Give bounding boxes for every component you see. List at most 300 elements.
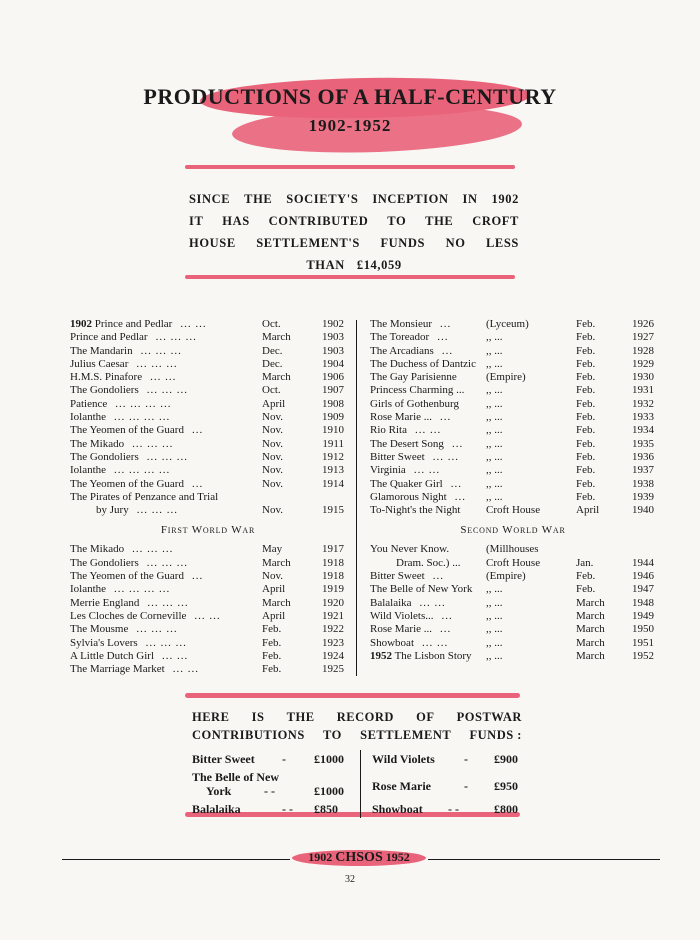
production-year: 1907 — [322, 384, 344, 397]
production-month: Feb. — [262, 649, 282, 662]
production-year: 1936 — [632, 450, 654, 463]
production-month: Feb. — [262, 623, 282, 636]
production-title — [70, 557, 139, 570]
record-dash: - — [464, 779, 468, 793]
production-name: The Mikado — [70, 543, 125, 556]
production-row — [70, 424, 346, 437]
production-month: Nov. — [262, 411, 283, 424]
leader-dots: ... ... ... — [146, 384, 188, 397]
production-name: The Yeomen of the Guard — [70, 570, 184, 583]
production-venue: ,, ... — [486, 450, 503, 463]
production-title — [370, 623, 432, 636]
leader-dots: ... ... — [413, 464, 441, 477]
production-title — [370, 384, 464, 397]
production-row — [370, 491, 656, 504]
production-title — [370, 331, 429, 344]
production-name: Bitter Sweet — [370, 570, 425, 583]
production-lead-year: 1952 — [370, 649, 392, 662]
production-title — [370, 398, 459, 411]
production-venue: ,, ... — [486, 411, 503, 424]
record-dash: - - — [448, 802, 459, 816]
record-amount: £1000 — [314, 752, 344, 766]
production-month: March — [576, 623, 605, 636]
record-amount: £850 — [314, 802, 338, 816]
leader-dots: ... ... — [150, 371, 177, 384]
intro-word: £14,059 — [356, 258, 402, 272]
production-year: 1938 — [632, 477, 654, 490]
production-row — [370, 610, 656, 623]
production-title — [370, 637, 414, 650]
leader-dots: ... ... ... ... — [114, 583, 171, 596]
production-title — [370, 478, 443, 491]
production-month: March — [576, 636, 605, 649]
productions-list-left — [70, 318, 346, 676]
production-name: Showboat — [370, 636, 414, 649]
production-month: April — [262, 583, 286, 596]
production-row — [70, 663, 346, 676]
record-heading-word: TO — [323, 728, 342, 742]
production-title — [370, 345, 434, 358]
production-name: The Desert Song — [370, 437, 444, 450]
production-name: The Belle of New York — [370, 583, 473, 596]
production-venue: ,, ... — [486, 384, 503, 397]
leader-dots: ... ... — [194, 609, 221, 622]
production-name: Iolanthe — [70, 464, 107, 477]
leader-dots: ... — [451, 437, 464, 450]
record-dash: - - — [282, 802, 293, 816]
intro-word: IN — [462, 192, 478, 206]
production-name: Bitter Sweet — [370, 450, 425, 463]
production-month: Feb. — [576, 583, 596, 596]
leader-dots: ... ... ... — [146, 556, 188, 569]
production-venue: ,, ... — [486, 331, 503, 344]
production-month: March — [262, 556, 291, 569]
intro-line — [189, 254, 519, 276]
footer-year-end: 1952 — [385, 850, 410, 864]
production-year: 1944 — [632, 556, 654, 569]
record-name: Rose Marie — [372, 779, 431, 793]
production-venue: ,, ... — [486, 583, 503, 596]
productions-list-right — [370, 318, 656, 663]
production-row — [70, 504, 346, 517]
production-year: 1949 — [632, 609, 654, 622]
leader-dots: ... ... ... ... — [114, 411, 171, 424]
leader-dots: ... ... ... — [136, 623, 178, 636]
production-month: March — [262, 596, 291, 609]
production-name: To-Night's the Night — [370, 504, 461, 517]
production-title — [370, 504, 460, 517]
leader-dots: ... ... — [422, 636, 449, 649]
record-heading-word: CONTRIBUTIONS — [192, 728, 305, 742]
record-heading-word: IS — [251, 710, 265, 724]
production-year: 1920 — [322, 596, 344, 609]
production-row — [70, 491, 346, 504]
production-row — [70, 610, 346, 623]
production-title — [70, 543, 124, 556]
production-month: Dec. — [262, 357, 283, 370]
record-amount: £950 — [494, 779, 518, 793]
production-year: 1926 — [632, 318, 654, 330]
production-row — [70, 331, 346, 344]
production-venue: ,, ... — [486, 623, 503, 636]
production-title — [370, 597, 412, 610]
production-month: Feb. — [576, 318, 596, 330]
production-year: 1924 — [322, 649, 344, 662]
production-row — [70, 570, 346, 583]
production-year: 1913 — [322, 464, 344, 477]
production-month: April — [262, 397, 286, 410]
production-title — [70, 371, 142, 384]
production-name: Wild Violets... — [370, 609, 434, 622]
leader-dots: ... — [441, 344, 454, 357]
production-row — [370, 557, 656, 570]
production-row — [70, 464, 346, 477]
production-name: Sylvia's Lovers — [70, 636, 138, 649]
intro-word: INCEPTION — [372, 192, 449, 206]
production-month: Feb. — [262, 663, 282, 676]
production-title — [70, 345, 133, 358]
production-row — [70, 384, 346, 397]
section-heading: First World War — [160, 524, 256, 537]
production-row — [370, 451, 656, 464]
production-month: Oct. — [262, 318, 281, 330]
production-row — [70, 398, 346, 411]
production-row — [70, 451, 346, 464]
production-venue: ,, ... — [486, 609, 503, 622]
production-row — [370, 464, 656, 477]
production-month: Feb. — [576, 344, 596, 357]
footer-rule-right — [428, 859, 660, 860]
record-dash: - — [464, 752, 468, 766]
leader-dots: ... ... — [419, 596, 446, 609]
production-month: Feb. — [576, 397, 596, 410]
production-title — [70, 570, 184, 583]
production-title — [70, 650, 154, 663]
intro-word: CROFT — [472, 214, 519, 228]
production-year: 1940 — [632, 504, 654, 517]
production-venue: (Empire) — [486, 570, 526, 583]
production-year: 1935 — [632, 437, 654, 450]
leader-dots: ... — [191, 570, 204, 583]
production-name: Girls of Gothenburg — [370, 397, 460, 410]
leader-dots: ... ... ... — [147, 596, 189, 609]
leader-dots: ... ... ... — [140, 344, 182, 357]
production-month: Nov. — [262, 450, 283, 463]
production-name: Iolanthe — [70, 411, 107, 424]
production-year: 1903 — [322, 331, 344, 344]
production-row — [70, 623, 346, 636]
production-name: Merrie England — [70, 596, 140, 609]
production-name: Rose Marie ... — [370, 411, 433, 424]
production-title — [370, 610, 433, 623]
production-row — [70, 411, 346, 424]
intro-word: THE — [244, 192, 273, 206]
leader-dots: ... ... — [162, 649, 189, 662]
production-title — [70, 331, 148, 344]
leader-dots: ... — [191, 424, 204, 437]
production-title — [370, 570, 425, 583]
production-month: March — [262, 331, 291, 344]
record-dash: - - — [264, 784, 275, 798]
record-heading-word: OF — [416, 710, 435, 724]
production-title — [70, 318, 172, 331]
production-month: March — [576, 649, 605, 662]
footer-mark — [290, 850, 428, 866]
production-row — [70, 478, 346, 491]
production-name: Patience — [70, 397, 108, 410]
leader-dots: ... ... ... — [136, 357, 178, 370]
intro-line — [189, 210, 519, 232]
record-heading-word: HERE — [192, 710, 230, 724]
production-month: Feb. — [576, 437, 596, 450]
page-number: 32 — [345, 874, 355, 885]
production-title — [70, 438, 124, 451]
production-venue: Croft House — [486, 504, 541, 517]
leader-dots: ... ... ... — [132, 543, 174, 556]
production-title — [70, 398, 107, 411]
production-month: March — [576, 609, 605, 622]
production-row — [370, 543, 656, 556]
record-amount: £900 — [494, 752, 518, 766]
production-month: March — [262, 371, 291, 384]
production-month: April — [262, 609, 286, 622]
leader-dots: ... — [191, 477, 204, 490]
production-name: The Gondoliers — [70, 384, 139, 397]
record-heading-word: RECORD — [336, 710, 394, 724]
intro-word: THAN — [306, 258, 345, 272]
production-year: 1934 — [632, 424, 654, 437]
footer-society-name: CHSOS — [335, 850, 383, 865]
production-title — [70, 637, 138, 650]
production-title — [70, 411, 106, 424]
record-name: Bitter Sweet — [192, 752, 255, 766]
production-year: 1932 — [632, 397, 654, 410]
production-month: March — [576, 596, 605, 609]
production-name: by Jury — [96, 504, 129, 517]
record-heading-word: SETTLEMENT — [360, 728, 452, 742]
production-year: 1927 — [632, 331, 654, 344]
production-year: 1952 — [632, 649, 654, 662]
production-row — [370, 318, 656, 331]
production-year: 1947 — [632, 583, 654, 596]
production-venue: ,, ... — [486, 464, 503, 477]
production-name: Rose Marie ... — [370, 623, 433, 636]
postwar-record — [192, 710, 522, 820]
record-divider — [360, 750, 361, 818]
production-venue: ,, ... — [486, 477, 503, 490]
production-title — [370, 650, 472, 663]
production-month: Feb. — [576, 477, 596, 490]
production-name: The Yeomen of the Guard — [70, 477, 184, 490]
production-year: 1902 — [322, 318, 344, 330]
production-name: The Gondoliers — [70, 450, 139, 463]
production-name: The Lisbon Story — [394, 649, 472, 662]
production-month: Oct. — [262, 384, 281, 397]
production-venue: (Lyceum) — [486, 318, 529, 330]
production-year: 1911 — [322, 437, 344, 450]
production-row — [70, 583, 346, 596]
section-heading: Second World War — [460, 524, 566, 537]
record-name: Showboat — [372, 802, 423, 816]
record-amount: £1000 — [314, 784, 344, 798]
production-name: Les Cloches de Corneville — [70, 609, 187, 622]
production-venue: ,, ... — [486, 490, 503, 503]
production-month: May — [262, 543, 283, 556]
production-row — [370, 384, 656, 397]
production-year: 1928 — [632, 344, 654, 357]
production-row — [70, 597, 346, 610]
production-row — [370, 371, 656, 384]
production-title — [70, 491, 218, 504]
production-year: 1912 — [322, 450, 344, 463]
production-name: You Never Know. — [370, 543, 450, 556]
production-title — [70, 424, 184, 437]
production-year: 1915 — [322, 504, 344, 517]
intro-line — [189, 232, 519, 254]
leader-dots: ... ... — [432, 450, 459, 463]
production-name: The Mikado — [70, 437, 125, 450]
leader-dots: ... — [450, 477, 462, 490]
leader-dots: ... ... ... — [146, 450, 188, 463]
production-title — [370, 411, 432, 424]
production-year: 1918 — [322, 570, 344, 583]
production-title — [70, 663, 165, 676]
production-venue: ,, ... — [486, 357, 503, 370]
intro-word: NO — [445, 236, 466, 250]
production-month: Nov. — [262, 504, 283, 517]
production-venue: ,, ... — [486, 636, 503, 649]
production-venue: ,, ... — [486, 397, 503, 410]
production-year: 1904 — [322, 357, 344, 370]
record-name-continued: York — [206, 784, 232, 798]
production-title — [370, 543, 449, 556]
production-name: The Quaker Girl — [370, 477, 443, 490]
production-month: Feb. — [576, 464, 596, 477]
production-row — [370, 583, 656, 596]
production-title — [396, 557, 460, 570]
production-name: The Monsieur — [370, 318, 433, 330]
production-month: Nov. — [262, 570, 283, 583]
production-row — [370, 570, 656, 583]
production-name: The Pirates of Penzance and Trial — [70, 490, 219, 503]
production-venue: ,, ... — [486, 649, 503, 662]
production-row — [370, 398, 656, 411]
production-name: The Gay Parisienne — [370, 371, 457, 384]
footer-rule-left — [62, 859, 290, 860]
production-month: Nov. — [262, 464, 283, 477]
production-row — [70, 345, 346, 358]
record-dash: - — [282, 752, 286, 766]
production-title — [370, 438, 444, 451]
production-name: Iolanthe — [70, 583, 107, 596]
postwar-record-table — [192, 748, 522, 820]
production-title — [370, 464, 406, 477]
production-year: 1914 — [322, 477, 344, 490]
production-month: Nov. — [262, 424, 283, 437]
intro-word: SINCE — [189, 192, 231, 206]
production-title — [70, 384, 139, 397]
production-venue: ,, ... — [486, 437, 503, 450]
record-name: Balalaika — [192, 802, 241, 816]
production-year: 1946 — [632, 570, 654, 583]
intro-word: FUNDS — [380, 236, 426, 250]
production-name: Glamorous Night — [370, 490, 447, 503]
production-year: 1951 — [632, 636, 654, 649]
production-year: 1925 — [322, 663, 344, 676]
intro-word: HOUSE — [189, 236, 236, 250]
production-year: 1906 — [322, 371, 344, 384]
production-title — [370, 583, 472, 596]
production-name: The Toreador — [370, 331, 430, 344]
production-title — [370, 371, 457, 384]
leader-dots: ... — [440, 411, 452, 424]
production-year: 1931 — [632, 384, 654, 397]
production-venue: (Empire) — [486, 371, 526, 384]
record-heading-line — [192, 728, 522, 746]
production-month: Feb. — [576, 384, 596, 397]
leader-dots: ... ... ... — [145, 636, 187, 649]
production-name: The Marriage Market — [70, 663, 165, 676]
leader-dots: ... — [440, 623, 452, 636]
leader-dots: ... — [441, 609, 453, 622]
production-year: 1903 — [322, 344, 344, 357]
production-title — [70, 610, 186, 623]
production-month: Nov. — [262, 437, 283, 450]
production-name: Prince and Pedlar — [94, 318, 173, 330]
production-month: Feb. — [576, 450, 596, 463]
production-year: 1939 — [632, 490, 654, 503]
production-year: 1933 — [632, 411, 654, 424]
production-name: The Gondoliers — [70, 556, 139, 569]
production-name: Rio Rita — [370, 424, 407, 437]
production-venue: ,, ... — [486, 344, 503, 357]
intro-word: SOCIETY'S — [286, 192, 359, 206]
production-name: Virginia — [370, 464, 406, 477]
production-month: Feb. — [576, 331, 596, 344]
leader-dots: ... ... — [172, 663, 199, 676]
production-month: Feb. — [576, 411, 596, 424]
leader-dots: ... — [454, 490, 466, 503]
record-brush-stroke — [185, 693, 520, 698]
production-title — [70, 464, 106, 477]
production-name: A Little Dutch Girl — [70, 649, 155, 662]
intro-word: LESS — [485, 236, 519, 250]
production-year: 1908 — [322, 397, 344, 410]
intro-paragraph — [189, 188, 519, 276]
production-name: The Mousme — [70, 623, 129, 636]
leader-dots: ... — [432, 570, 444, 583]
intro-word: SETTLEMENT'S — [256, 236, 360, 250]
production-title — [70, 451, 139, 464]
production-row — [70, 371, 346, 384]
production-lead-year: 1902 — [70, 318, 92, 330]
production-title — [370, 358, 476, 371]
production-name: The Mandarin — [70, 344, 133, 357]
production-year: 1919 — [322, 583, 344, 596]
production-title — [70, 623, 128, 636]
production-name: Balalaika — [370, 596, 412, 609]
leader-dots: ... — [440, 318, 452, 330]
production-venue: ,, ... — [486, 424, 503, 437]
intro-line — [189, 188, 519, 210]
production-name: H.M.S. Pinafore — [70, 371, 143, 384]
intro-word: CONTRIBUTED — [268, 214, 369, 228]
production-row — [370, 637, 656, 650]
production-title — [370, 318, 432, 331]
production-title — [70, 358, 128, 371]
production-title — [70, 478, 184, 491]
production-month: Feb. — [576, 357, 596, 370]
